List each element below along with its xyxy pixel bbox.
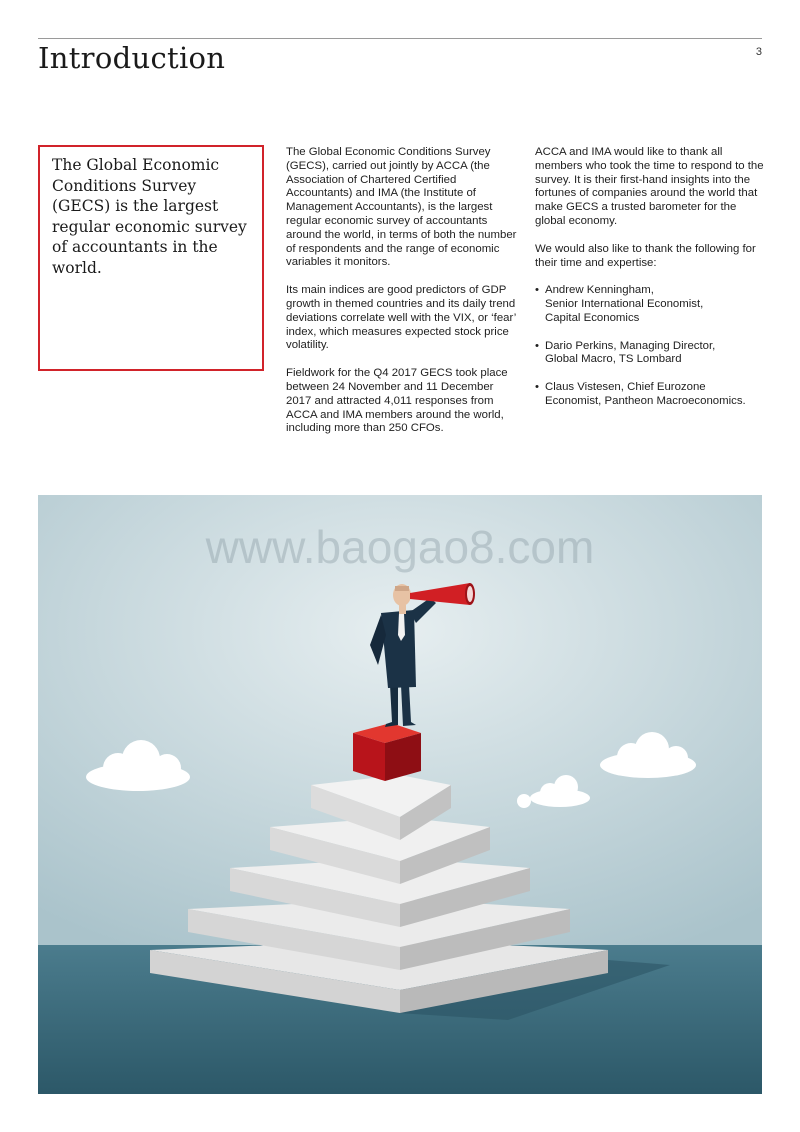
expert-org: Capital Economics [545, 311, 640, 324]
expert-name: • Andrew Kenningham, [545, 284, 654, 297]
list-item [535, 340, 767, 368]
expert-title: Economist, Pantheon Macroeconomics. [545, 394, 746, 407]
list-item [535, 381, 767, 409]
paragraph: We would also like to thank the following for their time and expertise: [535, 242, 756, 269]
paragraph: The Global Economic Conditions Survey (GECS), carried out jointly by ACCA (the Association of Chartered Certified Accountants) and IMA (the Institute of Management Accountants), is the largest regular economic survey of accountants around the world, in terms of both the number of respondents and the range of economic variables it monitors. [286, 146, 517, 269]
page-title: Introduction [38, 41, 226, 75]
expert-name: • Claus Vistesen, Chief Eurozone [545, 380, 706, 393]
page-number: 3 [755, 46, 762, 58]
intro-column [286, 146, 518, 450]
pyramid-illustration [38, 495, 762, 1094]
acknowledgements-column [535, 146, 767, 422]
expert-title: Senior International Economist, [545, 298, 704, 311]
callout-box [38, 145, 264, 371]
expert-name: • Dario Perkins, Managing Director, [545, 339, 716, 352]
paragraph: ACCA and IMA would like to thank all members who took the time to respond to the survey. It is their first-hand insights into the fortunes of companies around the world that make GECS a trusted barometer for the global economy. [535, 146, 764, 227]
experts-list [535, 284, 767, 408]
paragraph: Its main indices are good predictors of GDP growth in themed countries and its daily trend deviations correlate well with the VIX, or ‘fear’ index, which measures expected stock price volatility. [286, 284, 516, 352]
list-item [535, 284, 767, 325]
paragraph: Fieldwork for the Q4 2017 GECS took place between 24 November and 11 December 2017 and attracted 4,011 responses from ACCA and IMA members around the world, including more than 250 CFOs. [286, 367, 508, 435]
watermark: www.baogao8.com [205, 521, 595, 573]
expert-title: Global Macro, TS Lombard [545, 353, 682, 366]
callout-text: The Global Economic Conditions Survey (GECS) is the largest regular economic survey of accountants in the world. [52, 156, 247, 277]
red-cube [353, 723, 421, 781]
